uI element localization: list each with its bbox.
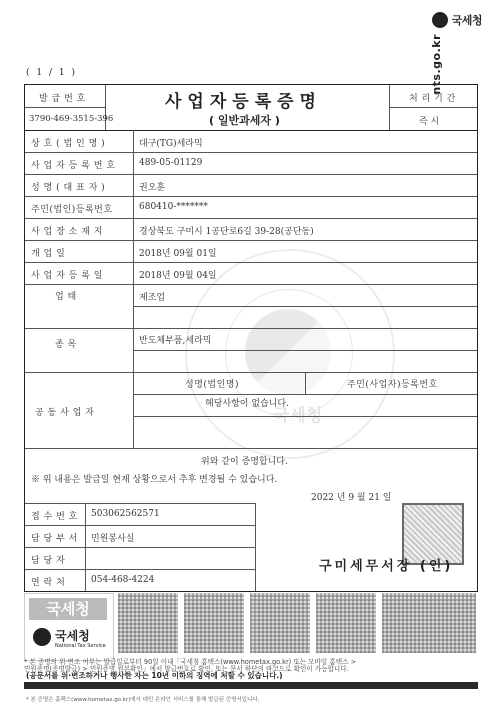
seal-watermark-text: 국세청 (273, 406, 323, 426)
footer-emblem-icon (33, 628, 51, 646)
partners-col-name: 성명(법인명) (185, 380, 239, 390)
barcode-2-icon (184, 593, 244, 653)
document-title: 사업자등록증명 (165, 92, 322, 112)
logo-brand: 국세청 (451, 14, 482, 27)
logo-url: nts.go.kr (430, 34, 443, 95)
certificate-form (24, 84, 478, 592)
representative: 권오훈 (139, 183, 166, 193)
page-counter: ( 1 / 1 ) (26, 68, 77, 78)
forgery-warning: (공문서를 위·변조하거나 행사한 자는 10년 이하의 징역에 처할 수 있습니다.) (26, 671, 283, 680)
issue-date: 2022 년 9 월 21 일 (311, 493, 392, 503)
barcode-4-icon (316, 593, 376, 653)
footer-brand: 국세청 (55, 629, 90, 643)
representative-label: 성 명 ( 대 표 자 ) (31, 183, 106, 193)
footer-logo (24, 593, 114, 661)
department-label: 담 당 부 서 (31, 534, 78, 544)
footer-watermark: 국세청 (29, 598, 107, 620)
opening-date-label: 개 업 일 (31, 249, 66, 259)
processing-period: 즉 시 (419, 117, 440, 127)
officer-label: 담 당 자 (31, 556, 66, 566)
issuer-signature: 구미세무서장 (인) (319, 559, 454, 574)
resident-reg-no: 680410-******* (139, 202, 208, 212)
trade-name-label: 상 호 ( 법 인 명 ) (31, 139, 106, 149)
business-reg-no-label: 사 업 자 등 록 번 호 (31, 161, 116, 171)
business-reg-no: 489-05-01129 (139, 158, 203, 168)
document-subtitle: ( 일반과세자 ) (209, 114, 280, 127)
bottom-note: * 본 증명은 홈택스(www.hometax.go.kr)에서 대민 온라인 서비스를 통해 발급된 증명서입니다. (26, 697, 260, 703)
nts-logo (422, 12, 482, 95)
business-address: 경상북도 구미시 1공단로6길 39-28(공단동) (139, 227, 314, 237)
joint-business-label: 공 동 사 업 자 (35, 408, 95, 418)
trade-name: 대구(TG)세라믹 (139, 139, 203, 149)
business-type-label: 업 태 (55, 292, 77, 302)
nts-emblem-icon (432, 12, 448, 28)
barcode-5-icon (382, 593, 476, 653)
business-item-label: 종 목 (55, 340, 77, 350)
partners-none: 해당사항이 없습니다. (205, 399, 289, 409)
processing-period-label: 처 리 기 간 (409, 94, 456, 104)
receipt-no: 503062562571 (91, 509, 160, 519)
opening-date: 2018년 09월 01일 (139, 249, 217, 259)
registration-date: 2018년 09월 04일 (139, 271, 217, 281)
notice-text: ※ 위 내용은 발급일 현재 상황으로서 추후 변경될 수 있습니다. (31, 475, 278, 485)
business-address-label: 사 업 장 소 재 지 (31, 227, 103, 237)
bottom-bar (24, 682, 478, 689)
partners-col-id: 주민(사업자)등록번호 (347, 380, 438, 390)
footer-brand-en: National Tax Service (55, 643, 106, 649)
resident-reg-no-label: 주민(법인)등록번호 (31, 205, 113, 215)
barcode-1-icon (118, 593, 178, 653)
verification-note-1: * 본 증명의 위·변조 여부는 발급일로부터 90일 이내「국세청 홈택스(www.hometax.go.kr) 또는 모바일 홈택스 > (24, 658, 357, 666)
barcode-3-icon (250, 593, 310, 653)
verification-note-2: 민원증명(증명발급) > 민원증명 원본확인」에서 발급번호로 확인, 또는 문서 하단의 바코드로 확인이 가능합니다. (24, 665, 349, 673)
issue-no: 3790-469-3515-396 (29, 114, 114, 124)
certification-text: 위와 같이 증명합니다. (201, 457, 288, 467)
business-type: 제조업 (139, 293, 166, 303)
business-item: 반도체부품,세라믹 (139, 336, 212, 346)
registration-date-label: 사 업 자 등 록 일 (31, 271, 103, 281)
contact-label: 연 락 처 (31, 578, 66, 588)
department: 민원봉사실 (91, 534, 135, 544)
contact: 054-468-4224 (91, 575, 155, 585)
receipt-no-label: 접 수 번 호 (31, 512, 78, 522)
issue-no-label: 발 급 번 호 (39, 94, 86, 104)
